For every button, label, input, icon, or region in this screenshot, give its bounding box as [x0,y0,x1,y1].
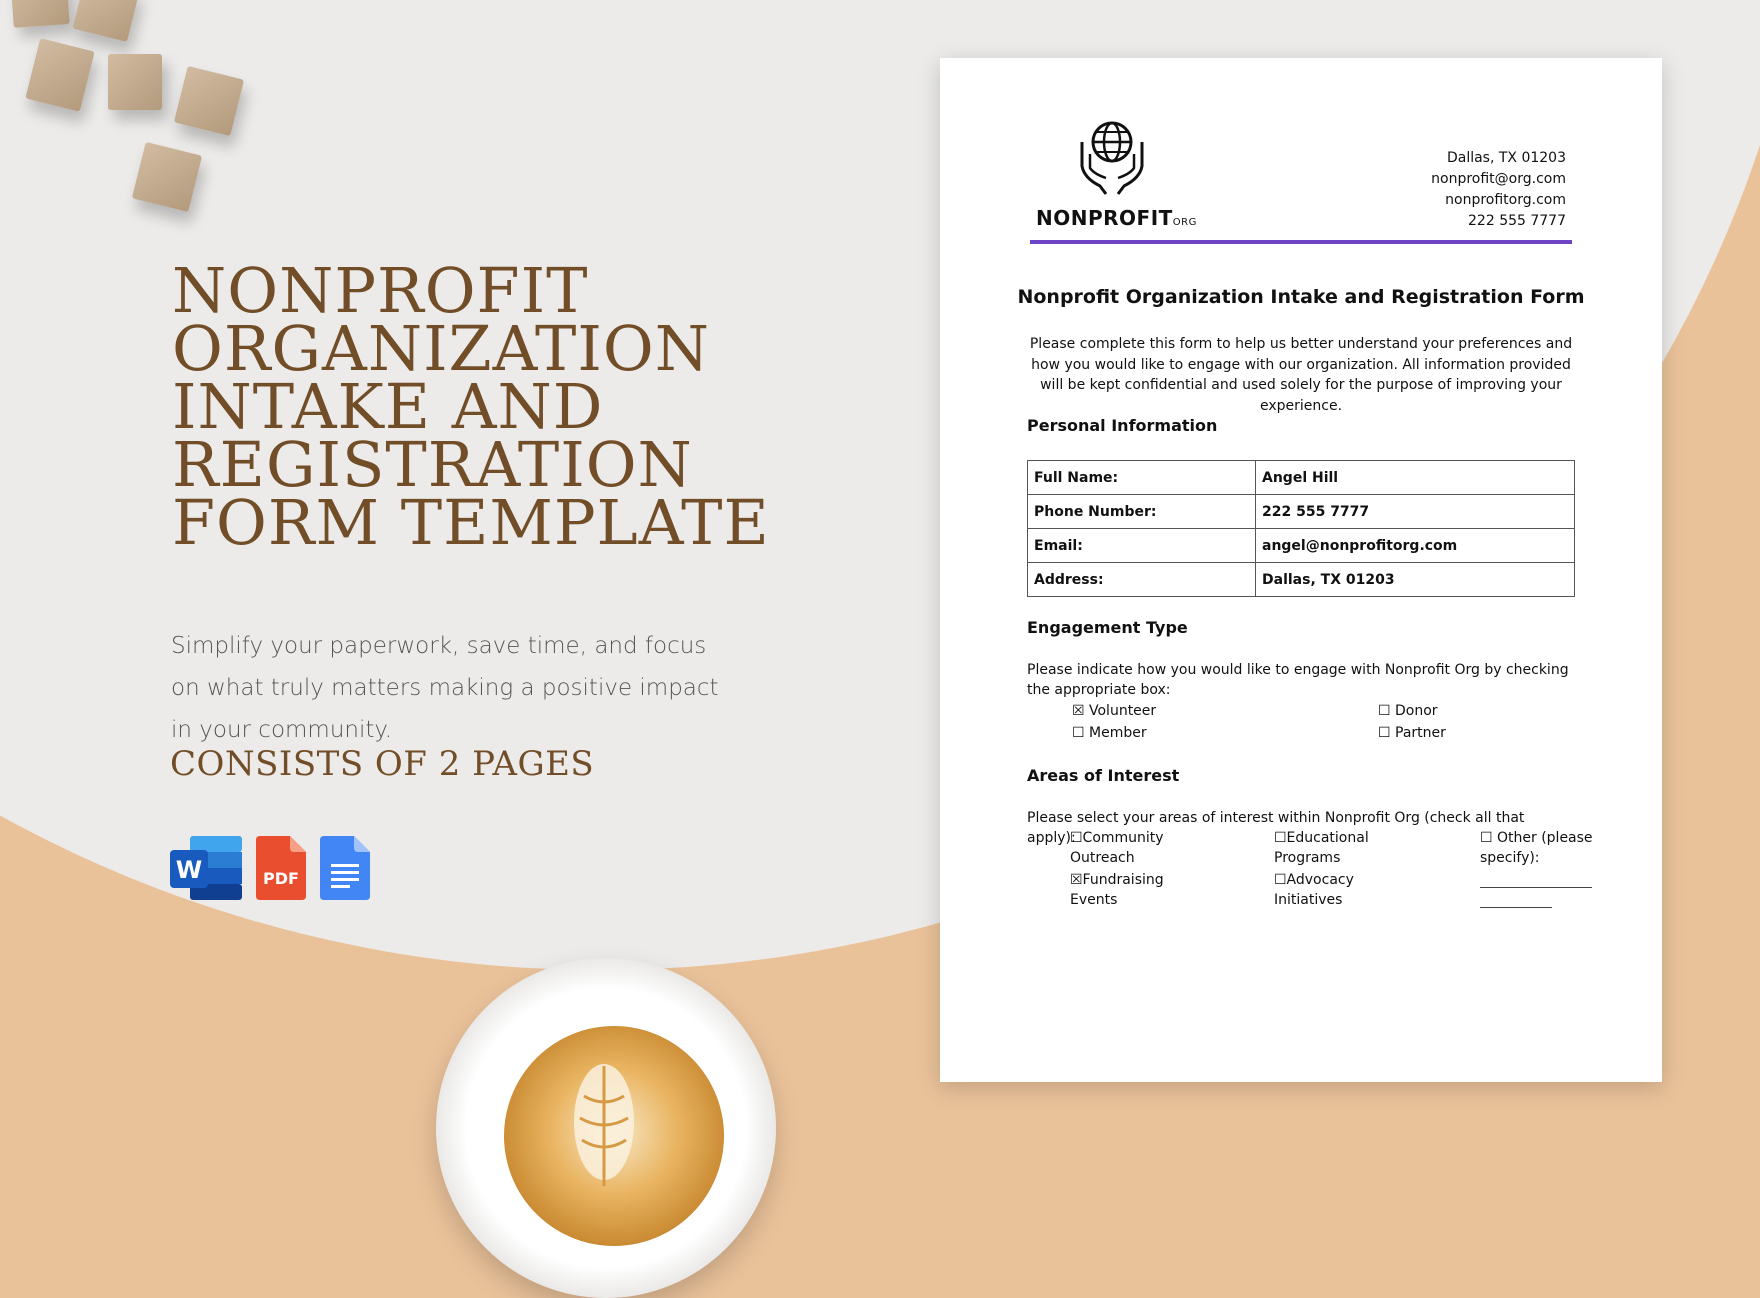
field-value[interactable]: angel@nonprofitorg.com [1256,529,1575,563]
checkbox-other[interactable]: ☐ Other (please specify): [1480,830,1593,866]
wooden-block [10,0,69,28]
checkbox-volunteer[interactable]: ☒ Volunteer [1072,703,1157,719]
field-label: Email: [1028,529,1256,563]
checkbox-member[interactable]: ☐ Member [1072,725,1147,741]
field-label: Address: [1028,563,1256,597]
contact-address: Dallas, TX 01203 [1446,150,1566,166]
latte-art [496,1018,732,1254]
table-row [1028,461,1575,495]
document-page [940,58,1662,1082]
checkbox-advocacy-initiatives[interactable]: ☐Advocacy Initiatives [1274,872,1354,908]
checkbox-donor[interactable]: ☐ Donor [1378,703,1438,719]
personal-info-table [1027,460,1575,597]
field-value[interactable]: Angel Hill [1256,461,1575,495]
table-row [1028,529,1575,563]
checkbox-educational-programs[interactable]: ☐Educational Programs [1274,830,1369,866]
checkbox-partner[interactable]: ☐ Partner [1378,725,1446,741]
word-letter: W [175,856,203,884]
contact-website: nonprofitorg.com [1445,192,1566,208]
google-docs-icon[interactable] [320,836,370,900]
word-icon[interactable] [170,836,242,900]
contact-phone: 222 555 7777 [1468,213,1566,229]
pdf-icon[interactable] [256,836,306,900]
pdf-label: PDF [263,869,299,888]
field-value[interactable]: 222 555 7777 [1256,495,1575,529]
wooden-block [108,54,162,110]
engagement-prompt: Please indicate how you would like to engage with Nonprofit Org by checking the appropriate box: [1027,662,1569,698]
hero-subtitle: Simplify your paperwork, save time, and focus on what truly matters making a positive impact in your community. [171,633,719,743]
interest-prompt: Please select your areas of interest within Nonprofit Org (check all that apply): [1027,810,1525,846]
other-specify-line[interactable] [1480,887,1592,888]
table-row [1028,563,1575,597]
checkbox-community-outreach[interactable]: ☐Community Outreach [1070,830,1164,866]
logo-suffix: ORG [1172,217,1197,228]
contact-email: nonprofit@org.com [1431,171,1566,187]
logo-wordmark [1036,206,1197,230]
form-title: Nonprofit Organization Intake and Registration Form [1017,286,1585,308]
engagement-heading: Engagement Type [1027,618,1188,637]
personal-info-heading: Personal Information [1027,416,1218,435]
latte-leaf-icon [504,1026,724,1246]
other-specify-line[interactable] [1480,907,1552,908]
contact-block [1431,148,1566,232]
globe-hands-icon [1076,120,1148,196]
checkbox-fundraising-events[interactable]: ☒Fundraising Events [1070,872,1164,908]
interest-heading: Areas of Interest [1027,766,1180,785]
header-rule [1030,240,1572,244]
field-label: Phone Number: [1028,495,1256,529]
field-label: Full Name: [1028,461,1256,495]
page-count: CONSISTS OF 2 PAGES [170,744,595,784]
logo-name: NONPROFIT [1036,206,1173,230]
hero-title: NONPROFIT ORGANIZATION INTAKE AND REGISTRATION FORM TEMPLATE [172,254,770,559]
form-intro: Please complete this form to help us better understand your preferences and how you would like to engage with our organization. All information provided will be kept confidential and used solely for the purpose of improving your experience. [1029,336,1573,414]
field-value[interactable]: Dallas, TX 01203 [1256,563,1575,597]
table-row [1028,495,1575,529]
